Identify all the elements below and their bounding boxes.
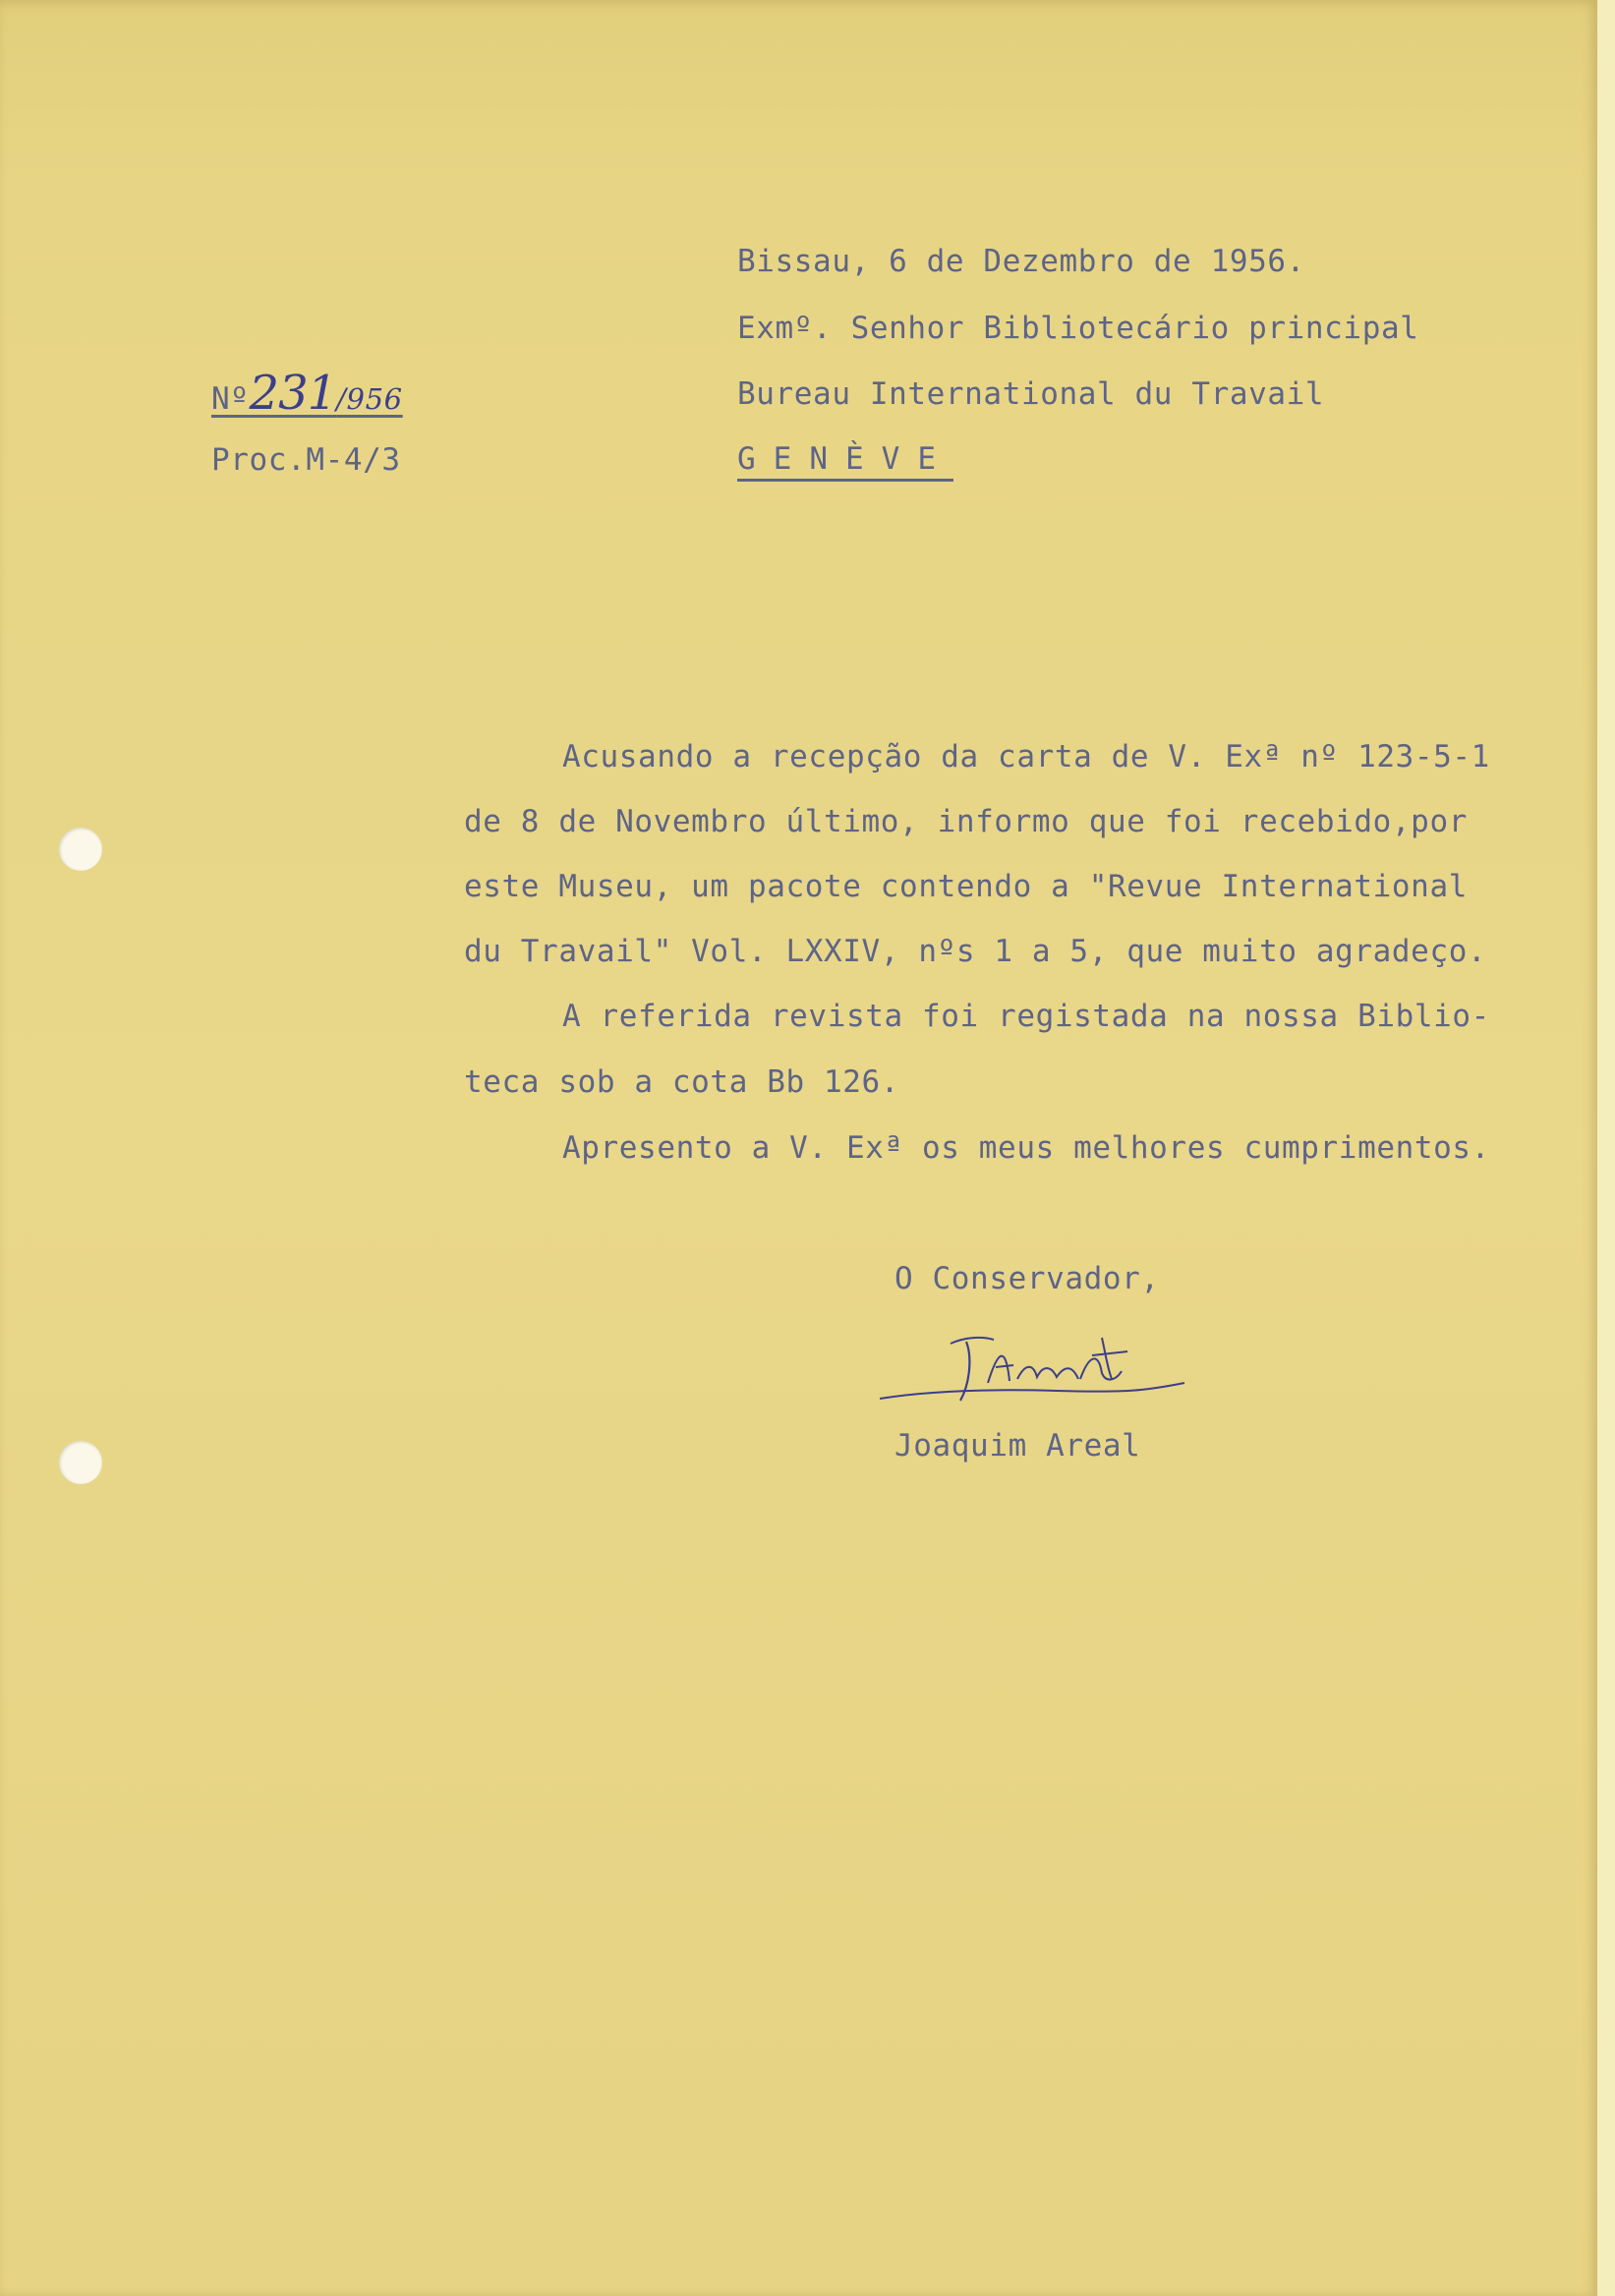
punch-hole-top — [59, 828, 102, 871]
reference-number — [211, 366, 403, 421]
date-line: Bissau, 6 de Dezembro de 1956. — [737, 244, 1305, 279]
signature-image — [870, 1322, 1194, 1420]
body-line-1: Acusando a recepção da carta de V. Exª nº 123-5-1 — [562, 739, 1490, 775]
body-line-7: Apresento a V. Exª os meus melhores cumprimentos. — [562, 1130, 1490, 1166]
signatory-name: Joaquim Areal — [894, 1428, 1141, 1464]
recipient-organization: Bureau International du Travail — [737, 376, 1325, 412]
closing-line: O Conservador, — [894, 1261, 1160, 1296]
reference-year: /956 — [336, 382, 403, 416]
process-reference: Proc.M-4/3 — [211, 442, 401, 478]
body-line-3: este Museu, um pacote contendo a "Revue International — [464, 869, 1468, 904]
body-line-5: A referida revista foi registada na nossa Biblio- — [562, 999, 1490, 1034]
reference-prefix: Nº — [211, 381, 250, 417]
page-edge — [1597, 0, 1615, 2296]
body-line-4: du Travail" Vol. LXXIV, nºs 1 a 5, que muito agradeço. — [464, 934, 1487, 969]
body-line-2: de 8 de Novembro último, informo que foi recebido,por — [464, 804, 1468, 839]
signature-scribble — [870, 1322, 1194, 1420]
recipient-city: GENÈVE — [737, 441, 953, 477]
reference-handwritten-number: 231 — [249, 366, 337, 421]
recipient-title: Exmº. Senhor Bibliotecário principal — [737, 311, 1419, 346]
punch-hole-bottom — [59, 1441, 102, 1484]
body-line-6: teca sob a cota Bb 126. — [464, 1064, 900, 1100]
